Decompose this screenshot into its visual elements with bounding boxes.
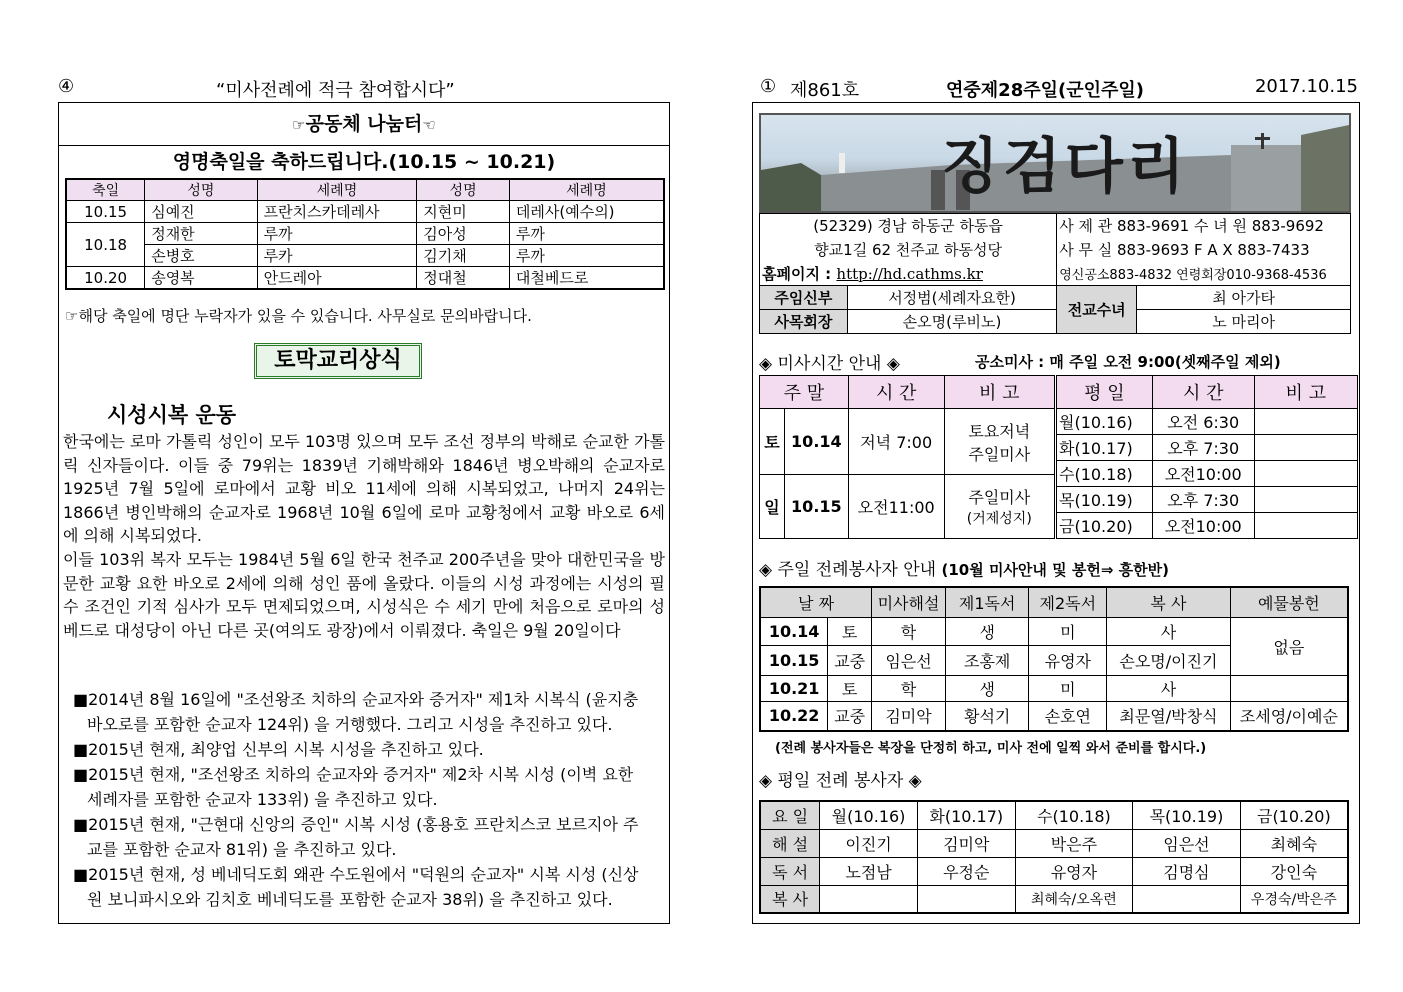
server-date: 10.21 [760,675,828,701]
right-page-box [752,102,1360,924]
issue-number: 제861호 [790,80,860,101]
weekday-time: 오후 7:30 [1152,487,1254,513]
right-page-header [760,76,1358,102]
issue-date: 2017.10.15 [1254,76,1358,97]
weekday-server-label: 독 서 [760,857,820,885]
server-date: 10.15 [760,645,828,675]
server-header-commentary: 미사해설 [872,587,946,617]
server-header-altar: 복 사 [1107,587,1231,617]
mass-note-line: 주일미사 [968,444,1031,464]
sister-name-2: 노 마리아 [1137,310,1351,334]
server-type: 토 [828,675,872,701]
section-title: 시성시복 운동 [107,403,237,427]
weekday-server-title: ◈ 평일 전례 봉사자 ◈ [759,771,922,791]
server-date: 10.14 [760,617,828,645]
feast-baptismal: 데레사(예수의) [509,201,664,223]
table-row [760,701,1348,731]
server-offering: 없음 [1230,617,1348,675]
weekday-time: 오전10:00 [1152,513,1254,539]
weekend-mass-table [759,375,1055,539]
week-title: 연중제28주일(군인주일) [946,80,1144,101]
table-row [1057,409,1358,435]
table-row [760,885,1348,913]
table-row [760,214,1351,238]
server-cell: 황석기 [945,701,1029,731]
table-row [66,201,664,223]
weekday-server-header: 목(10.19) [1133,801,1241,829]
feast-name: 지현미 [417,201,510,223]
bullet-continuation: 교를 포함한 순교자 81위) 을 추진하고 있다. [87,840,397,859]
feast-baptismal: 루까 [509,223,664,245]
catechism-badge: 토막교리상식 [254,343,422,379]
feast-header-name-2: 성명 [417,179,510,201]
server-table [759,586,1349,732]
feast-header-date: 축일 [66,179,145,201]
feast-name: 정대철 [417,267,510,290]
list-item [73,862,667,912]
feast-header-name: 성명 [145,179,257,201]
weekday-server-cell: 박은주 [1015,829,1133,857]
weekday-server-header-row [760,801,1348,829]
feast-baptismal: 루카 [257,245,417,267]
council-label: 사목회장 [760,310,848,334]
server-cell: 최문열/박창식 [1107,701,1231,731]
weekday-server-header: 월(10.16) [820,801,918,829]
feast-baptismal: 루까 [509,245,664,267]
weekday-server-cell [820,885,918,913]
table-row [66,267,664,290]
weekday-server-header: 수(10.18) [1015,801,1133,829]
weekday-server-cell: 우정순 [917,857,1015,885]
community-title: 공동체 나눔터 [305,113,423,135]
feast-header-row [66,179,664,201]
weekend-header-row [760,376,1055,409]
weekday-mass-table [1056,375,1358,539]
bullet-text: ■2015년 현재, "근현대 신앙의 증인" 시복 시성 (홍용호 프란치스코 보르지아 주 [73,815,639,834]
table-row [1057,461,1358,487]
bullet-continuation: 바오로를 포함한 순교자 124위) 을 거행했다. 그리고 시성을 추진하고 있다. [87,715,613,734]
mass-note-line: (거제성지) [966,511,1032,527]
mass-note-cell [944,409,1054,475]
feast-name: 송영복 [145,267,257,290]
weekday-server-table [759,800,1349,914]
info-table [759,213,1351,334]
bullet-text: ■2014년 8월 16일에 "조선왕조 치하의 순교자와 증거자" 제1차 시복식 (윤지충 [73,690,639,709]
server-offering [1230,675,1348,701]
weekday-server-cell: 노점남 [820,857,918,885]
weekday-server-cell: 이진기 [820,829,918,857]
weekday-day: 목(10.19) [1057,487,1153,513]
bullet-text: ■2015년 현재, 성 베네딕도회 왜관 수도원에서 "덕원의 순교자" 시복 시성 (신상 [73,865,639,884]
server-cell: 조홍제 [945,645,1029,675]
feast-date: 10.20 [66,267,145,290]
mass-day: 일 [760,475,785,539]
weekday-server-header: 요 일 [760,801,820,829]
cross-icon [1261,133,1264,149]
pointing-hand-icon: ☞ [292,116,306,134]
left-page-number: ④ [58,76,75,97]
weekday-header: 평 일 [1057,376,1153,409]
bullet-continuation: 세례자를 포함한 순교자 133위) 을 추진하고 있다. [87,790,438,809]
feast-name: 김기채 [417,245,510,267]
weekday-server-cell: 최혜숙 [1240,829,1348,857]
weekday-time: 오후 7:30 [1152,435,1254,461]
left-page-box [58,102,670,924]
mass-time: 오전11:00 [848,475,944,539]
weekday-note [1254,435,1357,461]
table-row [66,223,664,245]
server-title-line [759,555,1169,580]
council-name: 손오명(루비노) [847,310,1056,334]
pointing-hand-icon: ☞ [65,307,79,325]
weekday-day: 수(10.18) [1057,461,1153,487]
table-row [760,617,1348,645]
weekday-server-cell: 우경숙/박은주 [1240,885,1348,913]
weekend-header: 주 말 [760,376,849,409]
feast-name: 심예진 [145,201,257,223]
table-row [66,245,664,267]
weekday-server-label: 복 사 [760,885,820,913]
weekday-day: 금(10.20) [1057,513,1153,539]
server-cell: 학 [872,675,946,701]
feast-title: 영명축일을 축하드립니다.(10.15 ~ 10.21) [172,151,556,173]
weekday-server-header: 금(10.20) [1240,801,1348,829]
server-header-row [760,587,1348,617]
address-line-1: (52329) 경남 하동군 하동읍 [760,214,1057,238]
weekend-note-header: 비 고 [944,376,1054,409]
weekday-day: 월(10.16) [1057,409,1153,435]
paragraph-1: 한국에는 로마 가톨릭 성인이 모두 103명 있으며 모두 조선 정부의 박해로 순교한 가톨릭 신자들이다. 이들 중 79위는 1839년 기해박해와 1846년 병오박해의 순교자로 1925년 7월 5일에 로마에서 교황 비오 11세에 의해 시복되었고, 나머지 24위는 1866년 병인박해의 순교자로 1968년 10월 6일에 로마 교황청에서 교황 바오로 6세에 의해 시복되었다. [63,432,665,545]
weekday-time-header: 시 간 [1152,376,1254,409]
pastor-name: 서정범(세례자요한) [847,286,1056,310]
left-slogan: “미사전례에 적극 참여합시다” [216,80,455,101]
server-header-date: 날 짜 [760,587,872,617]
phone-line-2: 사 무 실 883-9693 F A X 883-7433 [1057,238,1351,262]
feast-header-baptismal-2: 세례명 [509,179,664,201]
homepage-cell [760,262,1057,286]
weekday-note [1254,409,1357,435]
server-cell: 사 [1107,617,1231,645]
table-row [760,475,1055,539]
sister-label: 전교수녀 [1057,286,1137,334]
feast-name: 정재한 [145,223,257,245]
table-row [760,310,1351,334]
server-cell: 손호연 [1029,701,1107,731]
server-type: 교중 [828,701,872,731]
list-item [73,812,667,862]
mass-note: 공소미사 : 매 주일 오전 9:00(셋째주일 제외) [975,353,1281,371]
pastor-label: 주임신부 [760,286,848,310]
bullet-text: ■2015년 현재, "조선왕조 치하의 순교자와 증거자" 제2차 시복 시성 (이벽 요한 [73,765,634,784]
bullet-continuation: 원 보니파시오와 김치호 베네딕도를 포함한 순교자 38위) 을 추진하고 있다. [87,890,613,909]
mass-note-cell [944,475,1054,539]
server-header-reading1: 제1독서 [945,587,1029,617]
weekday-server-cell [1133,885,1241,913]
mass-time: 저녁 7:00 [848,409,944,475]
weekday-note [1254,461,1357,487]
weekday-server-cell: 유영자 [1015,857,1133,885]
paragraph-2: 이들 103위 복자 모두는 1984년 5월 6일 한국 천주교 200주년을 맞아 대한민국을 방문한 교황 요한 바오로 2세에 의해 성인 품에 올랐다. 이들의 시성 과정에는 시성의 필수 조건인 기적 심사가 모두 면제되었으며, 시성식은 수 세기 만에 처음으로 로마의 성 베드로 대성당이 아닌 다른 곳(여의도 광장)에서 이뤄졌다. 축일은 9월 20일이다 [63,550,665,640]
list-item [73,762,667,812]
server-cell: 임은선 [872,645,946,675]
weekday-server-header: 화(10.17) [917,801,1015,829]
mass-note-line: 토요저녁 [968,421,1031,441]
sister-name-1: 최 아가타 [1137,286,1351,310]
weekday-time: 오전10:00 [1152,461,1254,487]
address-line-2: 향교1길 62 천주교 하동성당 [760,238,1057,262]
server-title: ◈ 주일 전례봉사자 안내 [759,560,937,580]
list-item [73,737,667,762]
weekday-server-cell: 김미악 [917,829,1015,857]
divider [59,145,669,146]
feast-note: 해당 축일에 명단 누락자가 있을 수 있습니다. 사무실로 문의바랍니다. [78,307,532,325]
pointing-hand-left-icon: ☜ [422,116,436,134]
weekday-server-cell: 최혜숙/오옥련 [1015,885,1133,913]
table-row [1057,513,1358,539]
table-row [1057,487,1358,513]
homepage-link[interactable]: http://hd.cathms.kr [836,264,983,283]
feast-baptismal: 대철베드로 [509,267,664,290]
weekday-server-label: 해 설 [760,829,820,857]
table-row [760,409,1055,475]
server-cell: 손오명/이진기 [1107,645,1231,675]
weekday-day: 화(10.17) [1057,435,1153,461]
feast-table [65,178,665,290]
table-row [760,286,1351,310]
cross-bar [1255,137,1270,140]
mass-date: 10.14 [784,409,848,475]
church-banner [759,113,1351,213]
server-note: (전례 봉사자들은 복장을 단정히 하고, 미사 전에 일찍 와서 준비를 합시다.) [775,741,1207,756]
server-type: 토 [828,617,872,645]
right-page-number: ① [760,76,777,97]
weekday-note [1254,513,1357,539]
mass-title: ◈ 미사시간 안내 ◈ [759,354,900,374]
server-cell: 미 [1029,675,1107,701]
server-cell: 생 [945,617,1029,645]
feast-note-line [65,305,665,326]
mass-note-line: 주일미사 [968,488,1031,507]
feast-baptismal: 안드레아 [257,267,417,290]
weekday-note-header: 비 고 [1254,376,1357,409]
tree-right [1301,125,1349,211]
left-page-header [58,76,670,102]
banner-title: 징검다리 [941,132,1189,202]
server-type: 교중 [828,645,872,675]
weekday-server-cell: 임은선 [1133,829,1241,857]
table-row [760,857,1348,885]
list-item [73,687,667,737]
server-cell: 유영자 [1029,645,1107,675]
server-title-extra: (10월 미사안내 및 봉헌⇒ 흥한반) [941,561,1169,579]
table-row [760,675,1348,701]
community-title-line [59,109,669,136]
table-row [760,238,1351,262]
church-tower [1231,145,1301,211]
homepage-label: 홈페이지 : [762,264,837,283]
weekday-header-row [1057,376,1358,409]
weekday-server-cell: 김명심 [1133,857,1241,885]
feast-baptismal: 프란치스카데레사 [257,201,417,223]
phone-line-1: 사 제 관 883-9691 수 녀 원 883-9692 [1057,214,1351,238]
server-cell: 학 [872,617,946,645]
server-date: 10.22 [760,701,828,731]
server-cell: 김미악 [872,701,946,731]
weekday-note [1254,487,1357,513]
feast-date: 10.15 [66,201,145,223]
feast-baptismal: 루까 [257,223,417,245]
mass-date: 10.15 [784,475,848,539]
table-row [760,262,1351,286]
feast-date: 10.18 [66,223,145,267]
weekday-server-cell [917,885,1015,913]
feast-header-baptismal: 세례명 [257,179,417,201]
server-header-reading2: 제2독서 [1029,587,1107,617]
table-row [1057,435,1358,461]
feast-name: 김아성 [417,223,510,245]
server-offering: 조세영/이예순 [1230,701,1348,731]
bullet-text: ■2015년 현재, 최양업 신부의 시복 시성을 추진하고 있다. [73,740,484,759]
weekday-server-cell: 강인숙 [1240,857,1348,885]
weekday-time: 오전 6:30 [1152,409,1254,435]
feast-name: 손병호 [145,245,257,267]
server-cell: 미 [1029,617,1107,645]
trees [761,163,821,211]
server-cell: 사 [1107,675,1231,701]
server-header-offering: 예물봉헌 [1230,587,1348,617]
phone-line-3: 영신공소883-4832 연령회장010-9368-4536 [1057,262,1351,286]
mass-day: 토 [760,409,785,475]
table-row [760,829,1348,857]
weekend-time-header: 시 간 [848,376,944,409]
statue [839,153,845,173]
server-cell: 생 [945,675,1029,701]
